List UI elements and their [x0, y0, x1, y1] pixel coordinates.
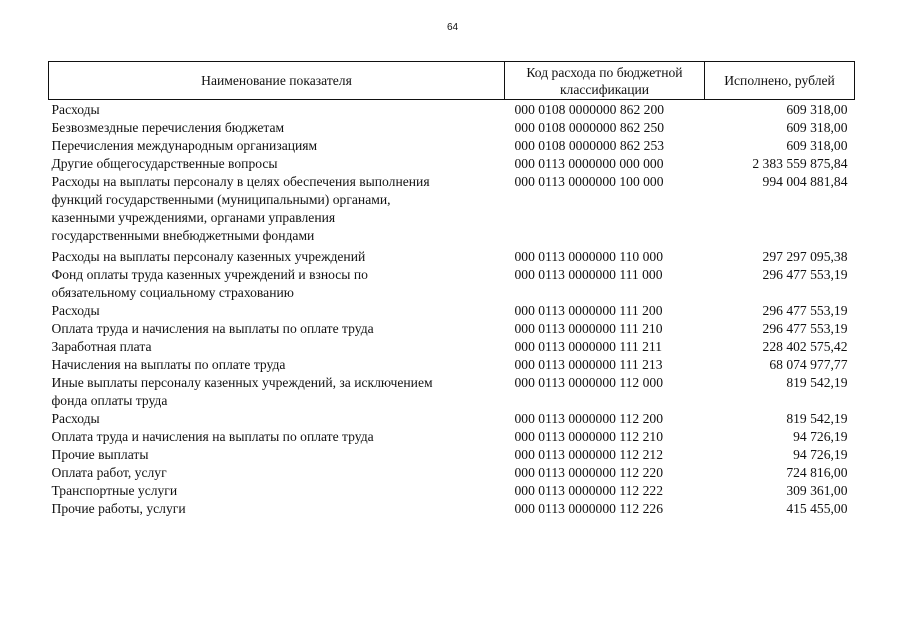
indicator-name-line: Оплата труда и начисления на выплаты по оплате труда [51, 321, 374, 336]
indicator-name-line: Иные выплаты персоналу казенных учреждений, за исключением [51, 375, 433, 390]
amount-executed-cell: 68 074 977,77 [769, 357, 848, 372]
budget-code-cell: 000 0113 0000000 112 220 [514, 465, 664, 480]
indicator-name-line: обязательному социальному страхованию [51, 285, 294, 300]
indicator-name-line: функций государственными (муниципальными) органами, [51, 192, 391, 207]
amount-executed-cell: 296 477 553,19 [762, 303, 848, 318]
budget-code-cell: 000 0113 0000000 111 213 [514, 357, 663, 372]
table-row [49, 266, 855, 302]
indicator-name-cell [49, 356, 505, 374]
amount-executed-cell: 609 318,00 [786, 138, 848, 153]
amount-executed-cell: 415 455,00 [786, 501, 848, 516]
header-budget-code-line1: Код расхода по бюджетной [526, 64, 683, 80]
table-row [49, 173, 855, 245]
indicator-name-line: казенными учреждениями, органами управления [51, 210, 336, 225]
indicator-name-cell [49, 302, 505, 320]
expenditure-table [48, 61, 855, 518]
indicator-name-cell [49, 119, 505, 137]
table-row [49, 119, 855, 137]
amount-executed-cell: 94 726,19 [793, 447, 848, 462]
indicator-name-line: Прочие работы, услуги [51, 501, 186, 516]
indicator-name-line: Фонд оплаты труда казенных учреждений и взносы по [51, 267, 368, 282]
indicator-name-cell [49, 374, 505, 410]
amount-executed-cell: 819 542,19 [786, 411, 848, 426]
amount-executed-cell: 228 402 575,42 [762, 339, 848, 354]
indicator-name-cell [49, 137, 505, 155]
indicator-name-line: Расходы [51, 303, 100, 318]
table-row [49, 100, 855, 120]
table-row [49, 374, 855, 410]
indicator-name-line: Расходы на выплаты персоналу в целях обеспечения выполнения [51, 174, 430, 189]
budget-code-cell: 000 0108 0000000 862 200 [514, 102, 665, 117]
table-row [49, 482, 855, 500]
budget-code-cell: 000 0113 0000000 111 211 [514, 339, 663, 354]
table-row [49, 320, 855, 338]
amount-executed-cell: 994 004 881,84 [762, 174, 848, 189]
indicator-name-line: Расходы [51, 102, 100, 117]
budget-code-cell: 000 0113 0000000 111 210 [514, 321, 663, 336]
header-budget-code-line2: классификации [559, 81, 650, 97]
indicator-name-cell [49, 482, 505, 500]
indicator-name-line: Оплата труда и начисления на выплаты по оплате труда [51, 429, 374, 444]
indicator-name-line: Оплата работ, услуг [51, 465, 167, 480]
amount-executed-cell: 309 361,00 [786, 483, 848, 498]
budget-code-cell: 000 0113 0000000 111 000 [514, 267, 663, 282]
header-budget-code [505, 62, 705, 100]
indicator-name-cell [49, 410, 505, 428]
budget-code-cell: 000 0113 0000000 112 000 [514, 375, 664, 390]
header-amount-executed: Исполнено, рублей [705, 62, 855, 100]
indicator-name-line: фонда оплаты труда [51, 393, 168, 408]
budget-code-cell: 000 0113 0000000 112 222 [514, 483, 664, 498]
indicator-name-cell [49, 266, 505, 302]
indicator-name-line: Транспортные услуги [51, 483, 178, 498]
indicator-name-cell [49, 245, 505, 266]
table-row [49, 410, 855, 428]
budget-code-cell: 000 0108 0000000 862 253 [514, 138, 665, 153]
indicator-name-cell [49, 320, 505, 338]
table-row [49, 338, 855, 356]
indicator-name-cell [49, 428, 505, 446]
amount-executed-cell: 297 297 095,38 [762, 249, 848, 264]
amount-executed-cell: 724 816,00 [786, 465, 848, 480]
table-body [49, 100, 855, 519]
table-row [49, 464, 855, 482]
table-row [49, 428, 855, 446]
budget-code-cell: 000 0113 0000000 112 200 [514, 411, 664, 426]
indicator-name-cell [49, 500, 505, 518]
table-row [49, 155, 855, 173]
amount-executed-cell: 94 726,19 [793, 429, 848, 444]
indicator-name-line: Расходы на выплаты персоналу казенных учреждений [51, 249, 366, 264]
indicator-name-line: Безвозмездные перечисления бюджетам [51, 120, 285, 135]
indicator-name-line: Заработная плата [51, 339, 152, 354]
indicator-name-cell [49, 464, 505, 482]
budget-code-cell: 000 0113 0000000 100 000 [514, 174, 664, 189]
table-row [49, 302, 855, 320]
budget-code-cell: 000 0113 0000000 112 210 [514, 429, 664, 444]
table-row [49, 356, 855, 374]
table-header-row [49, 62, 855, 100]
amount-executed-cell: 296 477 553,19 [762, 267, 848, 282]
indicator-name-cell [49, 173, 505, 245]
budget-code-cell: 000 0113 0000000 112 212 [514, 447, 664, 462]
indicator-name-line: Начисления на выплаты по оплате труда [51, 357, 286, 372]
indicator-name-cell [49, 446, 505, 464]
budget-code-cell: 000 0113 0000000 112 226 [514, 501, 664, 516]
indicator-name-line: Другие общегосударственные вопросы [51, 156, 278, 171]
budget-code-cell: 000 0113 0000000 000 000 [514, 156, 664, 171]
table-row [49, 137, 855, 155]
amount-executed-cell: 296 477 553,19 [762, 321, 848, 336]
table-row [49, 245, 855, 266]
table-row [49, 446, 855, 464]
amount-executed-cell: 819 542,19 [786, 375, 848, 390]
budget-code-cell: 000 0113 0000000 110 000 [514, 249, 664, 264]
amount-executed-cell: 609 318,00 [786, 102, 848, 117]
indicator-name-cell [49, 155, 505, 173]
amount-executed-cell: 2 383 559 875,84 [752, 156, 848, 171]
indicator-name-cell [49, 100, 505, 120]
budget-code-cell: 000 0113 0000000 111 200 [514, 303, 663, 318]
indicator-name-line: Перечисления международным организациям [51, 138, 318, 153]
indicator-name-line: Прочие выплаты [51, 447, 149, 462]
indicator-name-line: Расходы [51, 411, 100, 426]
indicator-name-line: государственными внебюджетными фондами [51, 228, 315, 243]
page-number: 64 [446, 22, 459, 33]
budget-code-cell: 000 0108 0000000 862 250 [514, 120, 665, 135]
indicator-name-cell [49, 338, 505, 356]
table-row [49, 500, 855, 518]
amount-executed-cell: 609 318,00 [786, 120, 848, 135]
header-indicator-name: Наименование показателя [49, 62, 505, 100]
